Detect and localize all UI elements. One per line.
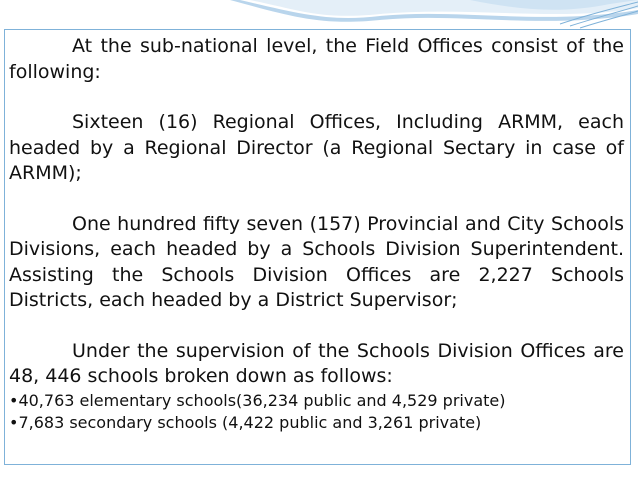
paragraph-schools-count: Under the supervision of the Schools Division Offices are 48, 446 schools broken down as follows:	[9, 339, 624, 387]
paragraph-regional-offices: Sixteen (16) Regional Offices, Including ARMM, each headed by a Regional Director (a Regional Sectary in case of ARMM);	[9, 111, 624, 184]
bullet-elementary-schools: •40,763 elementary schools(36,234 public and 4,529 private)	[9, 390, 506, 410]
content-box	[4, 29, 631, 465]
bullet-secondary-schools: •7,683 secondary schools (4,422 public and 3,261 private)	[9, 412, 482, 432]
paragraph-schools-divisions: One hundred fifty seven (157) Provincial and City Schools Divisions, each headed by a Schools Division Superintendent. Assisting the Schools Division Offices are 2,227 Schools Districts, each headed by a District Supervisor;	[9, 212, 624, 311]
paragraph-field-offices-intro: At the sub-national level, the Field Offices consist of the following:	[9, 35, 624, 83]
header-wave-decoration	[0, 0, 638, 30]
